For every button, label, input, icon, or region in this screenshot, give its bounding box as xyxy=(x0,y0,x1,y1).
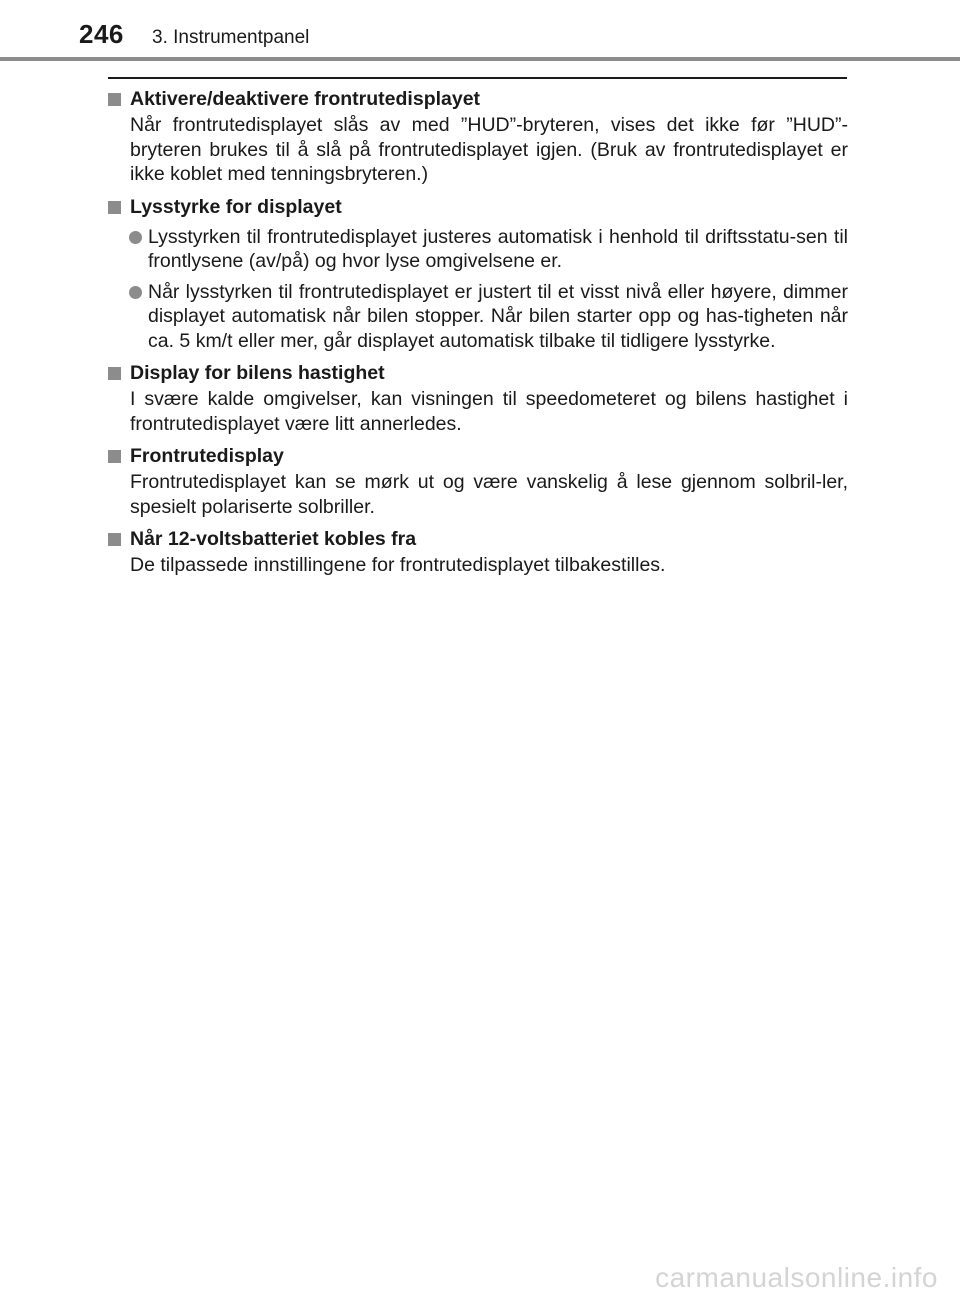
circle-bullet-icon xyxy=(129,231,142,244)
list-item-text: Lysstyrken til frontrutedisplayet justeres automatisk i henhold til driftsstatu-sen til frontlysene (av/på) og hvor lyse omgivelsene er. xyxy=(148,225,848,272)
page-content xyxy=(108,86,848,585)
square-bullet-icon xyxy=(108,367,121,380)
section-body: Når frontrutedisplayet slås av med ”HUD”-bryteren, vises det ikke før ”HUD”-bryteren brukes til å slå på frontrutedisplayet igjen. (Bruk av frontrutedisplayet er ikke koblet med tenningsbryteren.) xyxy=(130,114,848,185)
section-body: De tilpassede innstillingene for frontrutedisplayet tilbakestilles. xyxy=(130,554,666,576)
section-heading xyxy=(108,360,848,387)
section-body: Frontrutedisplayet kan se mørk ut og være vanskelig å lese gjennom solbril-ler, spesielt polariserte solbriller. xyxy=(130,471,848,518)
section-heading xyxy=(108,194,848,221)
chapter-title: 3. Instrumentpanel xyxy=(152,27,310,48)
watermark: carmanualsonline.info xyxy=(655,1262,938,1293)
section-heading-text: Lysstyrke for displayet xyxy=(130,195,342,218)
section-body: I svære kalde omgivelser, kan visningen til speedometeret og bilens hastighet i frontrutedisplayet være litt annerledes. xyxy=(130,388,848,435)
section-vehicle-speed-display xyxy=(108,360,848,436)
list-item xyxy=(108,225,848,274)
section-heading xyxy=(108,443,848,470)
list-item xyxy=(108,280,848,354)
square-bullet-icon xyxy=(108,533,121,546)
section-windshield-display xyxy=(108,443,848,519)
section-heading-text: Når 12-voltsbatteriet kobles fra xyxy=(130,528,417,550)
circle-bullet-icon xyxy=(129,286,142,299)
square-bullet-icon xyxy=(108,93,121,106)
header-rule xyxy=(0,57,960,61)
section-heading xyxy=(108,526,848,553)
section-battery-disconnect xyxy=(108,526,848,578)
section-heading-text: Aktivere/deaktivere frontrutedisplayet xyxy=(130,88,481,110)
page-header xyxy=(0,0,960,60)
page-number: 246 xyxy=(79,19,124,49)
section-heading-text: Display for bilens hastighet xyxy=(130,362,385,384)
section-heading xyxy=(108,86,848,113)
section-activate-hud xyxy=(108,86,848,187)
list-item-text: Når lysstyrken til frontrutedisplayet er justert til et visst nivå eller høyere, dimmer displayet automatisk når bilen stopper. Når bilen starter opp og has-tigheten når ca. 5 km/t eller mer, går displayet automatisk tilbake til tidligere lysstyrke. xyxy=(148,280,848,352)
section-divider xyxy=(108,77,847,79)
square-bullet-icon xyxy=(108,450,121,463)
square-bullet-icon xyxy=(108,201,121,214)
section-brightness xyxy=(108,194,848,354)
section-heading-text: Frontrutedisplay xyxy=(130,445,284,467)
